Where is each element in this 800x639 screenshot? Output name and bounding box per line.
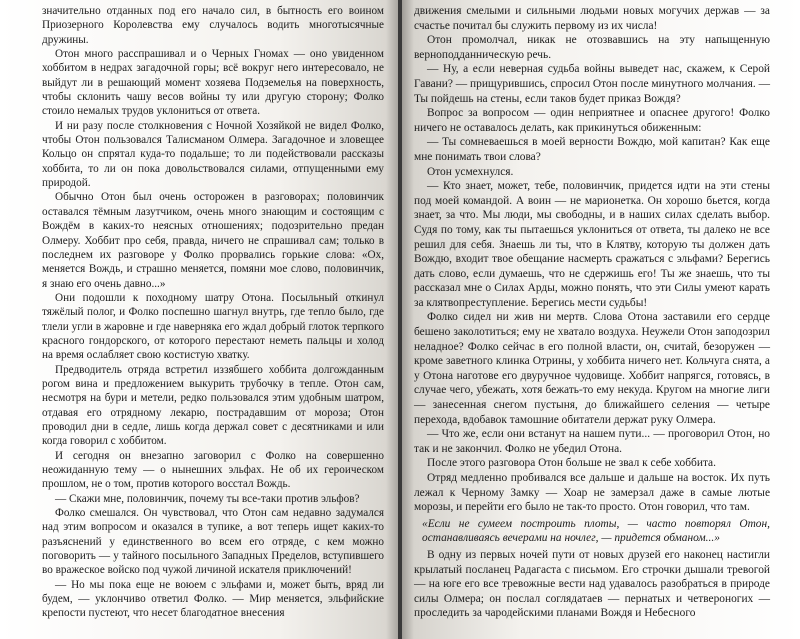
paragraph: Отон много расспрашивал и о Черных Гномах — оно увиденном хоббитом в недрах загадочной горы; всё вокруг него интересовало, не выйдут ли в решающий момент хозяева Подземелья на поверхность, чтобы склонить чашу весов войны ту или другую сторону; Фолко стоило немалых трудов уклониться от ответа. — [42, 48, 384, 118]
paragraph: И ни разу после столкновения с Ночной Хозяйкой не видел Фолко, чтобы Отон пользовался Талисманом Олмера. Загадочное и зловещее Кольцо он спрятал куда-то подальше; то ли подействовали рассказы хоббита, то ли он пока довольствовался силами, отпущенными ему природой. — [42, 119, 384, 190]
paragraph: — Но мы пока еще не воюем с эльфами и, может быть, вряд ли будем, — уклончиво ответил Фолко. — Мир меняется, эльфийские крепости пустеют, что несет благодатное внесения — [42, 578, 384, 620]
paragraph: Предводитель отряда встретил иззябшего хоббита долгожданным рогом вина и предложением выкурить трубочку в тепле. Отон сам, несмотря на бури и метели, редко пользовался этим удобным шатром, отдавая его отрядному лекарю, пострадавшим от мороза; Отон проводил дни в седле, лишь когда держал совет с десятниками и или когда говорил с хоббитом. — [42, 363, 384, 448]
paragraph: Фолко смешался. Он чувствовал, что Отон сам недавно задумался над этим вопросом и оказался в тупике, а вот теперь ищет каких-то разъяснений у единственного во всем его отряде, с кем можно поговорить — у тайного посыльного Западных Пределов, вступившего во вражеское войско под чужой личиной искателя приключений! — [42, 507, 384, 577]
paragraph: Фолко сидел ни жив ни мертв. Слова Отона заставили его сердце бешено заколотиться; ему не хватало воздуха. Неужели Отон заподозрил неладное? Фолко сейчас в его полной власти, он, считай, безоружен — кроме заветного клинка Отрины, у хоббита ничего нет. Кольчуга снята, а у Отона наготове его двуручное чудовище. Хоббит напрягся, готовясь, в случае чего, убежать, хотя бежать-то ему некуда. Кругом на многие лиги — занесенная снегом пустыня, до ближайшего селения — четыре перехода, вдобавок тамошние обитатели держат руку Олмера. — [414, 311, 770, 426]
paragraph: — Ну, а если неверная судьба войны выведет нас, скажем, к Серой Гавани? — прищурившись, спросил Отон после минутного молчания. — Ты пойдешь на стены, если таков будет приказ Вождя? — [414, 63, 770, 105]
paragraph: — Что же, если они встанут на нашем пути... — проговорил Отон, но так и не закончил. Фолко не убедил Отона. — [414, 428, 770, 455]
paragraph: — Ты сомневаешься в моей верности Вождю, мой капитан? Как еще мне понимать твои слова? — [414, 136, 770, 163]
paragraph: движения смелыми и сильными людьми новых могучих держав — за счастье почитал бы служить первому из их числа! — [414, 5, 770, 32]
paragraph: Отряд медленно пробивался все дальше и дальше на восток. Их путь лежал к Черному Замку — Хоар не замерзал даже в самые лютые морозы, и перейти его было не так-то просто. Отон говорил, что там. — [414, 472, 770, 514]
left-page-text — [42, 4, 384, 621]
paragraph: Отон усмехнулся. — [427, 165, 514, 178]
paragraph: — Кто знает, может, тебе, половинчик, придется идти на эти стены под моей командой. А воин — не марионетка. Он хорошо бьется, когда знает, за что. Мы люди, мы свободны, и в наших силах сделать выбор. Судя по тому, как ты пытаешься уклониться от ответа, ты далеко не все решил для себя. Знаешь ли ты, что в Клятву, которую ты должен дать Вождю, входит твое обещание насмерть сражаться с эльфами? Берегись дать слово, если думаешь, что не сдержишь его! Ты же знаешь, что ты рассказал мне о Силах Арды, можно понять, что эти Силы умеют карать за клятвопреступление. Берегись мести судьбы! — [414, 180, 770, 309]
right-page-text — [414, 4, 770, 621]
right-page — [402, 0, 800, 639]
paragraph: Вопрос за вопросом — один неприятнее и опаснее другого! Фолко ничего не оставалось делать, как прикинуться обиженным: — [414, 107, 770, 134]
paragraph: Они подошли к походному шатру Отона. Посыльный откинул тяжёлый полог, и Фолко поспешно шагнул внутрь, где тепло было, где тлели угли в жаровне и где наверняка его ждал добрый глоток терпкого красного гондорского, от которого перестают неметь пальцы и холод на время ослабляет свою костистую хватку. — [42, 291, 384, 362]
paragraph: — Скажи мне, половинчик, почему ты все-таки против эльфов? — [55, 492, 360, 505]
paragraph: В одну из первых ночей пути от новых друзей его наконец настигли крылатый посланец Радагаста с письмом. Его строчки дышали тревогой — на юге его все тревожные вести над удавалось разобраться в природе силы Олмера; он послал соглядатаев — пернатых и четвероногих — проследить за чародейскими планами Вождя и Небесного — [414, 548, 770, 620]
quoted-speech: «Если не сумеем построить плоты, — часто повторял Отон, останавливаясь вечерами на ночлег, — придется обманом...» — [422, 517, 770, 545]
paragraph: Отон промолчал, никак не отозвавшись на эту напыщенную верноподданническую речь. — [414, 34, 770, 61]
paragraph: Обычно Отон был очень осторожен в разговорах; половинчик оставался тёмным лазутчиком, очень много знающим и состоящим с Вождём в каких-то неясных отношениях; подозрительно предан Олмеру. Хоббит про себя, правда, ничего не спрашивал сам; только в последнем их разговоре у Фолко прорвались горькие слова: «Ох, меняется Вождь, и страшно меняется, помяни мое слово, половинчик, я знаю его очень давно...» — [42, 191, 384, 290]
paragraph: И сегодня он внезапно заговорил с Фолко на совершенно неожиданную тему — о нынешних эльфах. Не об их героическом прошлом, не о том, против которого восстал Вождь. — [42, 449, 384, 491]
paragraph: После этого разговора Отон больше не звал к себе хоббита. — [427, 457, 716, 470]
left-page — [0, 0, 398, 639]
paragraph: значительно отданных под его начало сил, в бытность его воином Приозерного Королевства ему случалось водить многотысячные дружины. — [42, 5, 384, 46]
